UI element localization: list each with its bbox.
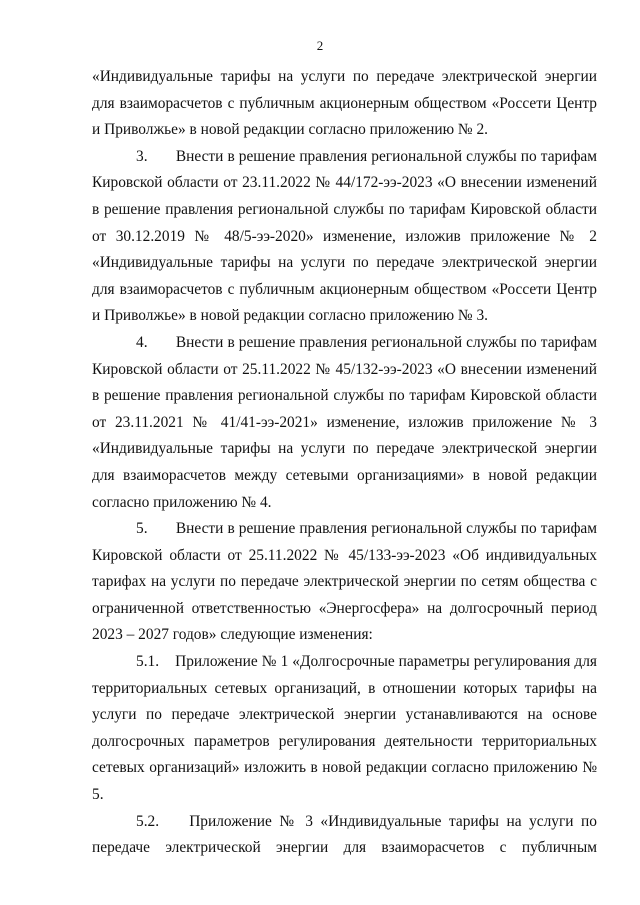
paragraph-item-5: 5. Внести в решение правления региональной службы по тарифам Кировской области от 25.11.2022 № 45/133-ээ-2023 «Об индивидуальных тарифах на услуги по передаче электрической энергии по сетям общества с ограниченной ответственностью «Энергосфера» на долгосрочный период 2023 – 2027 годов» следующие изменения: — [92, 520, 597, 644]
paragraph-item-4: 4. Внести в решение правления региональной службы по тарифам Кировской области от 25.11.2022 № 45/132-ээ-2023 «О внесении изменений в решение правления региональной службы по тарифам Кировской области от 23.11.2021 № 41/41-ээ-2021» изменение, изложив приложение № 3 «Индивидуальные тарифы на услуги по передаче электрической энергии для взаиморасчетов между сетевыми организациями» в новой редакции согласно приложению № 4. — [92, 333, 597, 511]
paragraph-item-5-2: 5.2. Приложение № 3 «Индивидуальные тарифы на услуги по передаче электрической энергии для взаиморасчетов с публичным — [92, 812, 597, 857]
paragraph-item-5-1: 5.1. Приложение № 1 «Долгосрочные параметры регулирования для территориальных сетевых организаций, в отношении которых тарифы на услуги по передаче электрической энергии устанавливаются на основе долгосрочных параметров регулирования деятельности территориальных сетевых организаций» изложить в новой редакции согласно приложению № 5. — [92, 653, 597, 804]
document-body — [92, 64, 597, 862]
paragraph-item-3: 3. Внести в решение правления региональной службы по тарифам Кировской области от 23.11.2022 № 44/172-ээ-2023 «О внесении изменений в решение правления региональной службы по тарифам Кировской области от 30.12.2019 № 48/5-ээ-2020» изменение, изложив приложение № 2 «Индивидуальные тарифы на услуги по передаче электрической энергии для взаиморасчетов с публичным акционерным обществом «Россети Центр и Приволжье» в новой редакции согласно приложению № 3. — [92, 147, 597, 325]
page-number: 2 — [316, 38, 324, 53]
paragraph-continuation: «Индивидуальные тарифы на услуги по передаче электрической энергии для взаиморасчетов с публичным акционерным обществом «Россети Центр и Приволжье» в новой редакции согласно приложению № 2. — [92, 68, 597, 139]
